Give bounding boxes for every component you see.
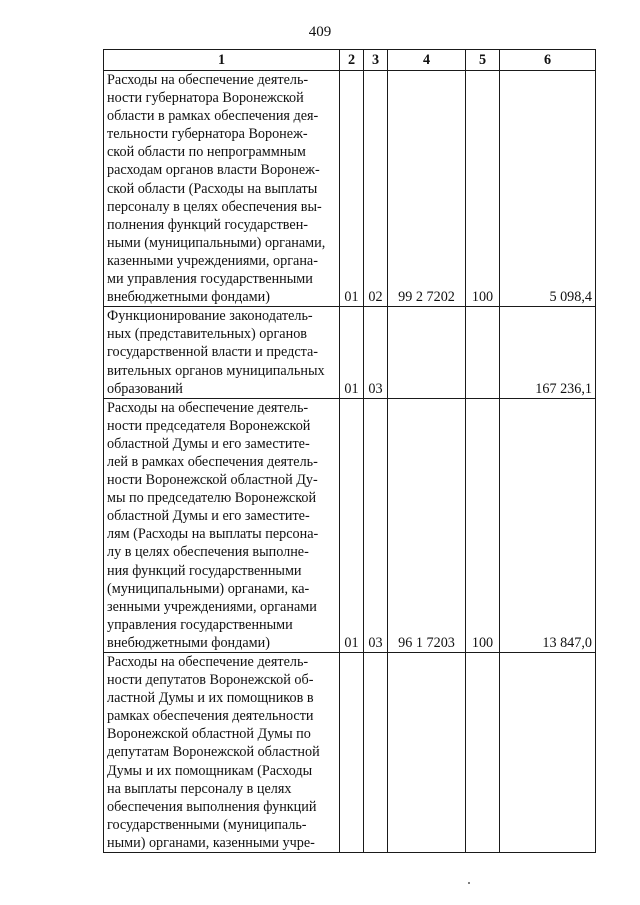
subsection-code: 03 [364,307,388,398]
table-header-row [104,50,596,71]
expense-type-code [466,307,500,398]
description-line: государственной власти и предста- [107,344,319,361]
description-line: ми управления государственными [107,271,313,288]
description-line: ных (представительных) органов [107,326,307,343]
target-article-code [388,307,466,398]
description-line: тельности губернатора Воронеж- [107,126,308,143]
description-line: ластной Думы и их помощников в [107,690,314,707]
table-row [104,71,596,307]
amount-value: 5 098,4 [500,71,596,307]
page-number: 409 [308,24,332,40]
target-article-code [388,653,466,853]
table-row [104,307,596,398]
column-header: 6 [500,50,596,71]
column-header: 3 [364,50,388,71]
description-line: областной Думы и его заместите- [107,508,310,525]
section-code: 01 [340,398,364,652]
table-body [104,71,596,853]
section-code [340,653,364,853]
column-header: 1 [104,50,340,71]
description-line: лу в целях обеспечения выполне- [107,544,309,561]
column-header: 5 [466,50,500,71]
expense-type-code: 100 [466,398,500,652]
description-line: Расходы на обеспечение деятель- [107,72,309,88]
expense-type-code: 100 [466,71,500,307]
row-description [104,398,340,652]
description-line: области в рамках обеспечения дея- [107,108,319,125]
expense-type-code [466,653,500,853]
budget-table [103,49,596,853]
description-line: обеспечения выполнения функций [107,798,317,815]
description-line: Воронежской областной Думы по [107,726,311,743]
description-line: депутатам Воронежской областной [107,744,320,761]
description-line: лей в рамках обеспечения деятель- [107,453,318,470]
description-line: вительных органов муниципальных [107,362,325,379]
subsection-code: 03 [364,398,388,652]
amount-value: 13 847,0 [500,398,596,652]
section-code: 01 [340,307,364,398]
description-line: ской области (Расходы на выплаты [107,180,318,197]
description-line: образований [107,380,183,397]
description-line: ности депутатов Воронежской об- [107,672,314,689]
target-article-code: 96 1 7203 [388,398,466,652]
row-description [104,71,340,307]
amount-value: 167 236,1 [500,307,596,398]
row-description [104,653,340,853]
description-line: областной Думы и его заместите- [107,435,310,452]
description-line: управления государственными [107,616,293,633]
description-line: ными) органами, казенными учре- [107,834,315,851]
amount-value [500,653,596,853]
description-line: казенными учреждениями, органа- [107,252,318,269]
description-line: на выплаты персоналу в целях [107,780,292,797]
description-line: расходам органов власти Воронеж- [107,162,320,179]
description-line: персоналу в целях обеспечения вы- [107,198,322,215]
scan-speck [468,882,470,884]
row-description [104,307,340,398]
target-article-code: 99 2 7202 [388,71,466,307]
column-header: 4 [388,50,466,71]
description-line: мы по председателю Воронежской [107,490,317,507]
subsection-code: 02 [364,71,388,307]
description-line: Расходы на обеспечение деятель- [107,654,309,670]
description-line: ными (муниципальными) органами, [107,234,326,251]
description-line: лям (Расходы на выплаты персона- [107,526,319,543]
description-line: зенными учреждениями, органами [107,598,317,615]
table-row [104,653,596,853]
description-line: рамках обеспечения деятельности [107,708,314,725]
description-line: полнения функций государствен- [107,216,309,233]
description-line: внебюджетными фондами) [107,289,270,306]
column-header: 2 [340,50,364,71]
description-line: ской области по непрограммным [107,144,306,161]
table-row [104,398,596,652]
description-line: Думы и их помощникам (Расходы [107,762,313,779]
description-line: (муниципальными) органами, ка- [107,580,310,597]
subsection-code [364,653,388,853]
section-code: 01 [340,71,364,307]
description-line: Функционирование законодатель- [107,308,313,325]
description-line: ния функций государственными [107,562,302,579]
description-line: государственными (муниципаль- [107,816,307,833]
description-line: ности губернатора Воронежской [107,90,304,107]
description-line: ности Воронежской областной Ду- [107,472,318,489]
description-line: Расходы на обеспечение деятель- [107,399,309,416]
description-line: ности председателя Воронежской [107,417,311,434]
description-line: внебюджетными фондами) [107,634,270,651]
